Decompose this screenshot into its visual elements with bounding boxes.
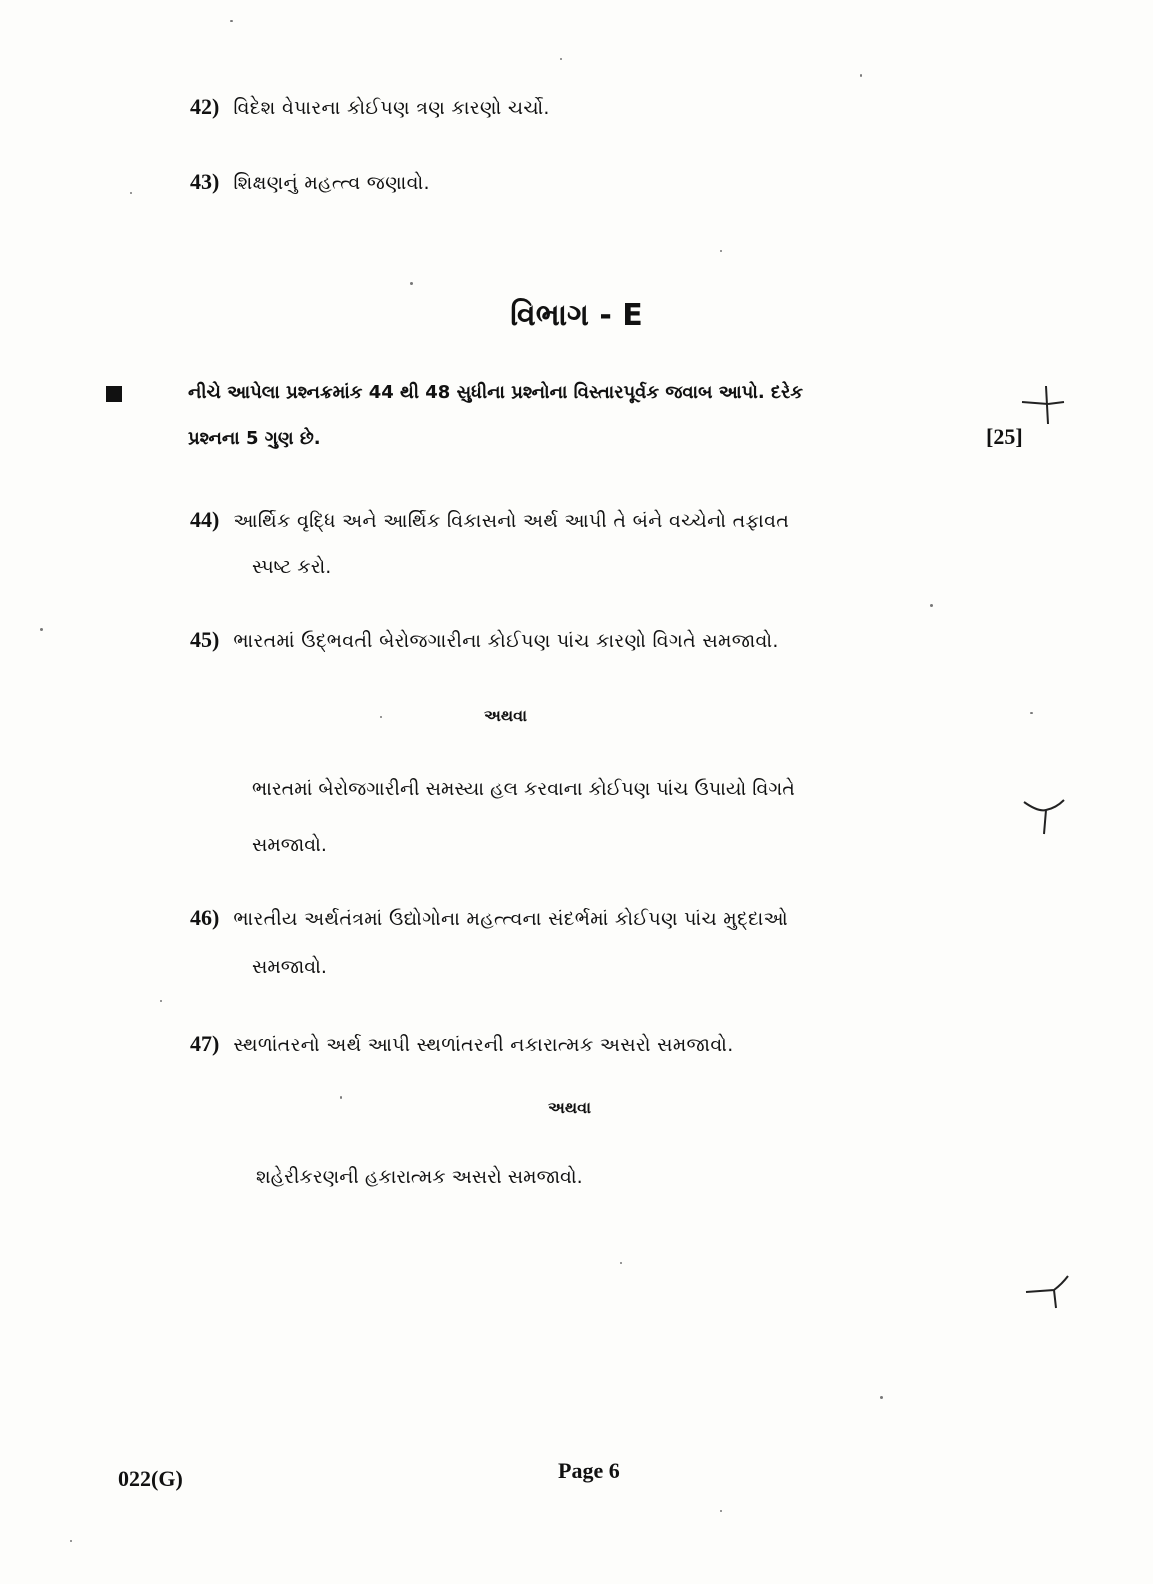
question-44	[190, 498, 789, 543]
scan-speck	[930, 604, 933, 607]
question-47-alternative: શહેરીકરણની હકારાત્મક અસરો સમજાવો.	[256, 1166, 583, 1188]
question-number: 47)	[190, 1031, 220, 1056]
margin-mark-icon	[1018, 380, 1068, 430]
margin-mark-icon	[1022, 1272, 1072, 1312]
scan-speck	[860, 74, 862, 77]
scan-speck	[130, 192, 132, 194]
or-label: અથવા	[484, 706, 528, 725]
question-45	[190, 618, 779, 663]
scan-speck	[720, 1510, 722, 1512]
question-number: 45)	[190, 627, 220, 652]
paper-code: 022(G)	[118, 1466, 183, 1491]
question-text: ભારતમાં ઉદ્‌ભવતી બેરોજગારીના કોઈપણ પાંચ કારણો વિગતે સમજાવો.	[233, 630, 779, 652]
scan-speck	[720, 250, 722, 252]
question-number: 42)	[190, 94, 220, 119]
scan-speck	[620, 1262, 622, 1264]
question-45-alternative: ભારતમાં બેરોજગારીની સમસ્યા હલ કરવાના કોઈપણ પાંચ ઉપાયો વિગતે	[252, 778, 795, 800]
scan-speck	[880, 1396, 883, 1399]
question-45-alternative-continued: સમજાવો.	[252, 834, 327, 856]
square-bullet-icon	[106, 386, 122, 402]
scan-speck	[340, 1096, 342, 1099]
question-number: 44)	[190, 507, 220, 532]
margin-mark-icon	[1018, 794, 1068, 840]
question-46-continued: સમજાવો.	[252, 956, 327, 978]
question-text: આર્થિક વૃદ્ધિ અને આર્થિક વિકાસનો અર્થ આપી તે બંને વચ્ચેનો તફાવત	[233, 510, 790, 532]
section-instruction-line-1: નીચે આપેલા પ્રશ્નક્રમાંક 44 થી 48 સુધીના પ્રશ્નોના વિસ્તારપૂર્વક જવાબ આપો. દરેક	[188, 382, 803, 403]
question-47	[190, 1022, 734, 1067]
question-43	[190, 160, 430, 205]
scan-speck	[410, 282, 413, 285]
question-44-continued: સ્પષ્ટ કરો.	[252, 556, 332, 578]
scan-speck	[560, 58, 562, 60]
question-text: સ્થળાંતરનો અર્થ આપી સ્થળાંતરની નકારાત્મક અસરો સમજાવો.	[233, 1034, 734, 1056]
question-number: 43)	[190, 169, 220, 194]
question-text: વિદેશ વેપારના કોઈપણ ત્રણ કારણો ચર્ચો.	[233, 97, 550, 119]
scan-speck	[380, 716, 382, 718]
or-label: અથવા	[548, 1098, 592, 1117]
scan-speck	[70, 1540, 72, 1542]
scan-speck	[230, 20, 233, 22]
scan-speck	[160, 1000, 162, 1002]
question-number: 46)	[190, 905, 220, 930]
scan-speck	[40, 628, 43, 631]
section-title: વિભાગ - E	[510, 298, 643, 333]
section-marks: [25]	[986, 424, 1023, 449]
question-text: ભારતીય અર્થતંત્રમાં ઉદ્યોગોના મહત્ત્વના સંદર્ભમાં કોઈપણ પાંચ મુદ્દાઓ	[233, 908, 788, 930]
question-text: શિક્ષણનું મહત્ત્વ જણાવો.	[233, 172, 430, 194]
question-42	[190, 85, 550, 130]
page-number: Page 6	[558, 1458, 620, 1483]
section-instruction-line-2: પ્રશ્નના 5 ગુણ છે.	[188, 428, 321, 449]
scan-speck	[1030, 712, 1033, 714]
question-46	[190, 896, 788, 941]
